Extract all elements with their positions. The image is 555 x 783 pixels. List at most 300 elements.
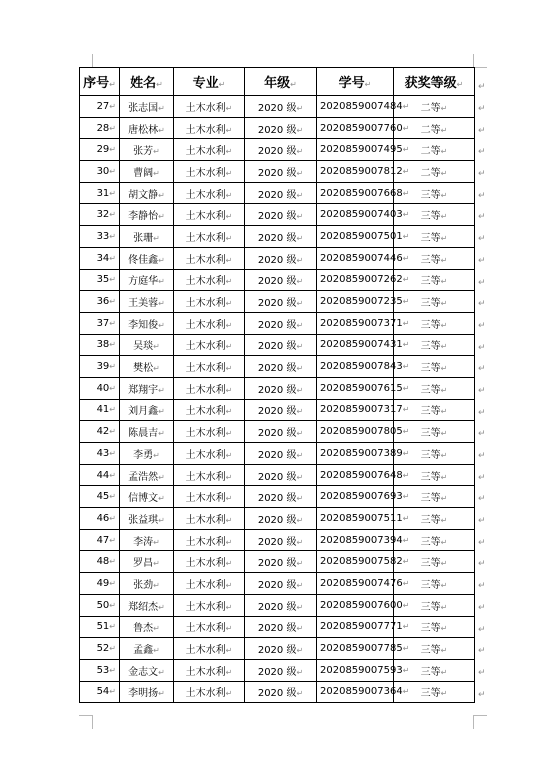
student-id-cell: [317, 681, 410, 703]
row-end-mark: ↵: [478, 234, 486, 244]
cell-end-mark: ↵: [225, 559, 233, 569]
cell-end-mark: ↵: [402, 210, 410, 220]
row-index-cell-text: 49: [96, 577, 110, 589]
table-row: [80, 616, 475, 638]
row-index-cell-text: 46: [96, 512, 110, 524]
student-id-cell-text: 2020859007511: [320, 512, 403, 524]
award-level-cell-text: 三等: [420, 406, 441, 418]
cell-end-mark: ↵: [109, 513, 116, 523]
grade-cell-text: 2020 级: [257, 298, 297, 310]
award-level-cell-text: 三等: [420, 536, 441, 548]
table-row: [80, 247, 475, 269]
major-cell: [174, 139, 245, 161]
grade-cell: [245, 182, 317, 204]
major-cell-text: 土木水利: [185, 211, 226, 223]
row-index-cell-text: 33: [96, 230, 110, 242]
row-end-mark: ↵: [478, 646, 486, 656]
row-end-mark: ↵: [478, 191, 486, 201]
award-level-cell-text: 二等: [420, 167, 441, 179]
cell-end-mark: ↵: [109, 427, 116, 437]
row-index-cell-text: 36: [96, 296, 110, 308]
cell-end-mark: ↵: [153, 537, 160, 547]
grade-cell: [245, 638, 317, 660]
name-cell-text: 郑绍杰: [128, 601, 159, 613]
grade-cell: [245, 117, 317, 139]
header-cell: 年级↵: [245, 68, 317, 96]
row-index-cell-text: 30: [96, 165, 110, 177]
cell-end-mark: ↵: [402, 231, 410, 241]
cell-end-mark: ↵: [402, 665, 410, 675]
cell-end-mark: ↵: [296, 255, 304, 265]
student-id-cell: [317, 594, 410, 616]
grade-cell-text: 2020 级: [257, 666, 297, 678]
student-id-cell: [317, 161, 410, 183]
row-index-cell: [80, 508, 120, 530]
table-header-row: [80, 68, 475, 96]
cell-end-mark: ↵: [296, 667, 304, 677]
row-index-cell: [80, 421, 120, 443]
cell-end-mark: ↵: [402, 145, 410, 155]
header-cell: 专业↵: [174, 68, 245, 96]
grade-cell: [245, 616, 317, 638]
award-level-cell-text: 三等: [420, 449, 441, 461]
cell-end-mark: ↵: [402, 318, 410, 328]
student-id-cell: [317, 551, 410, 573]
cell-end-mark: ↵: [440, 646, 448, 656]
name-cell-text: 张志国: [128, 102, 159, 114]
row-index-cell: [80, 247, 120, 269]
major-cell-text: 土木水利: [185, 124, 226, 136]
cell-end-mark: ↵: [225, 103, 233, 113]
student-id-cell: [317, 204, 410, 226]
cell-end-mark: ↵: [225, 646, 233, 656]
award-level-cell-text: 三等: [420, 428, 441, 440]
cell-end-mark: ↵: [158, 277, 165, 287]
cell-end-mark: ↵: [440, 624, 448, 634]
cell-end-mark: ↵: [109, 297, 116, 307]
award-level-cell-text: 三等: [420, 471, 441, 483]
major-cell-text: 土木水利: [185, 645, 226, 657]
row-index-cell-text: 53: [96, 664, 110, 676]
table-row: [80, 312, 475, 334]
cell-end-mark: ↵: [225, 537, 233, 547]
name-cell-text: 金志文: [128, 666, 159, 678]
cell-end-mark: ↵: [225, 667, 233, 677]
award-level-cell-text: 三等: [420, 558, 441, 570]
student-id-cell-text: 2020859007389: [320, 447, 403, 459]
grade-cell-text: 2020 级: [257, 211, 297, 223]
row-index-cell: [80, 117, 120, 139]
student-id-cell-text: 2020859007615: [320, 382, 403, 394]
award-level-cell-text: 二等: [420, 146, 441, 158]
name-cell: [120, 312, 174, 334]
cell-end-mark: ↵: [402, 470, 410, 480]
cell-end-mark: ↵: [440, 450, 448, 460]
row-index-cell-text: 54: [96, 686, 110, 698]
row-index-cell: [80, 616, 120, 638]
award-table: [79, 67, 475, 703]
cell-end-mark: ↵: [225, 277, 233, 287]
award-level-cell-text: 三等: [420, 211, 441, 223]
row-end-mark: ↵: [478, 386, 486, 396]
cell-end-mark: ↵: [109, 318, 116, 328]
row-index-cell-text: 40: [96, 382, 110, 394]
cell-end-mark: ↵: [225, 580, 233, 590]
major-cell: [174, 594, 245, 616]
major-cell: [174, 312, 245, 334]
grade-cell: [245, 312, 317, 334]
cell-end-mark: ↵: [402, 340, 410, 350]
name-cell: [120, 334, 174, 356]
cell-end-mark: ↵: [225, 515, 233, 525]
grade-cell-text: 2020 级: [257, 384, 297, 396]
name-cell: [120, 594, 174, 616]
name-cell: [120, 529, 174, 551]
cell-end-mark: ↵: [153, 364, 160, 374]
table-row: [80, 182, 475, 204]
name-cell-text: 罗昌: [133, 558, 154, 570]
row-index-cell-text: 45: [96, 491, 110, 503]
grade-cell: [245, 269, 317, 291]
cell-end-mark: ↵: [296, 320, 304, 330]
grade-cell-text: 2020 级: [257, 471, 297, 483]
grade-cell-text: 2020 级: [257, 146, 297, 158]
cell-end-mark: ↵: [296, 103, 304, 113]
major-cell: [174, 377, 245, 399]
student-id-cell: [317, 377, 410, 399]
major-cell: [174, 659, 245, 681]
name-cell-text: 信博文: [128, 493, 159, 505]
major-cell-text: 土木水利: [185, 384, 226, 396]
cell-end-mark: ↵: [296, 277, 304, 287]
row-index-cell: [80, 291, 120, 313]
cell-end-mark: ↵: [158, 299, 165, 309]
row-index-cell-text: 38: [96, 339, 110, 351]
cell-end-mark: ↵: [109, 665, 116, 675]
cell-end-mark: ↵: [225, 212, 233, 222]
name-cell: [120, 117, 174, 139]
cell-end-mark: ↵: [109, 188, 116, 198]
grade-cell-text: 2020 级: [257, 341, 297, 353]
cell-end-mark: ↵: [109, 123, 116, 133]
cell-end-mark: ↵: [402, 427, 410, 437]
name-cell-text: 孟浩然: [128, 471, 159, 483]
cell-end-mark: ↵: [225, 364, 233, 374]
name-cell-text: 李勇: [133, 449, 154, 461]
cell-end-mark: ↵: [158, 515, 165, 525]
cell-end-mark: ↵: [402, 253, 410, 263]
row-index-cell: [80, 377, 120, 399]
grade-cell: [245, 291, 317, 313]
major-cell-text: 土木水利: [185, 449, 226, 461]
grade-cell: [245, 551, 317, 573]
student-id-cell: [317, 226, 410, 248]
cell-end-mark: ↵: [440, 537, 448, 547]
grade-cell-text: 2020 级: [257, 319, 297, 331]
cell-end-mark: ↵: [153, 168, 160, 178]
cell-end-mark: ↵: [440, 168, 448, 178]
table-row: [80, 594, 475, 616]
cell-end-mark: ↵: [225, 342, 233, 352]
table-row: [80, 96, 475, 118]
student-id-cell-text: 2020859007431: [320, 339, 403, 351]
award-level-cell-text: 三等: [420, 645, 441, 657]
award-level-cell-text: 三等: [420, 298, 441, 310]
cell-end-mark: ↵: [296, 429, 304, 439]
award-level-cell-text: 三等: [420, 341, 441, 353]
student-id-cell: [317, 508, 410, 530]
cell-end-mark: ↵: [158, 320, 165, 330]
table-row: [80, 638, 475, 660]
cell-end-mark: ↵: [153, 450, 160, 460]
student-id-cell-text: 2020859007805: [320, 426, 403, 438]
row-index-cell: [80, 551, 120, 573]
cell-end-mark: ↵: [225, 450, 233, 460]
major-cell-text: 土木水利: [185, 428, 226, 440]
row-end-mark: ↵: [478, 625, 486, 635]
row-index-cell-text: 28: [96, 122, 110, 134]
cell-end-mark: ↵: [158, 190, 165, 200]
award-level-cell-text: 三等: [420, 189, 441, 201]
name-cell-text: 郑翔宇: [128, 384, 159, 396]
row-index-cell-text: 31: [96, 187, 110, 199]
grade-cell: [245, 486, 317, 508]
grade-cell: [245, 226, 317, 248]
name-cell-text: 曹阔: [133, 167, 154, 179]
major-cell: [174, 508, 245, 530]
row-index-cell-text: 42: [96, 426, 110, 438]
cell-end-mark: ↵: [225, 255, 233, 265]
cell-end-mark: ↵: [225, 624, 233, 634]
cell-end-mark: ↵: [440, 190, 448, 200]
grade-cell-text: 2020 级: [257, 645, 297, 657]
row-index-cell-text: 35: [96, 274, 110, 286]
award-level-cell-text: 三等: [420, 276, 441, 288]
cell-end-mark: ↵: [440, 580, 448, 590]
name-cell: [120, 161, 174, 183]
row-end-mark: ↵: [478, 494, 486, 504]
student-id-cell: [317, 464, 410, 486]
name-cell-text: 樊松: [133, 363, 154, 375]
cell-end-mark: ↵: [296, 689, 304, 699]
grade-cell-text: 2020 级: [257, 514, 297, 526]
cell-end-mark: ↵: [440, 602, 448, 612]
major-cell: [174, 226, 245, 248]
grade-cell-text: 2020 级: [257, 254, 297, 266]
cell-end-mark: ↵: [296, 450, 304, 460]
name-cell-text: 胡文静: [128, 189, 159, 201]
major-cell-text: 土木水利: [185, 536, 226, 548]
cell-end-mark: ↵: [225, 125, 233, 135]
name-cell: [120, 421, 174, 443]
grade-cell-text: 2020 级: [257, 601, 297, 613]
grade-cell: [245, 356, 317, 378]
row-index-cell-text: 37: [96, 317, 110, 329]
student-id-cell: [317, 312, 410, 334]
major-cell-text: 土木水利: [185, 579, 226, 591]
row-end-mark: ↵: [478, 126, 486, 136]
major-cell: [174, 117, 245, 139]
major-cell: [174, 638, 245, 660]
cell-end-mark: ↵: [153, 147, 160, 157]
award-level-cell-text: 三等: [420, 319, 441, 331]
cell-end-mark: ↵: [225, 147, 233, 157]
row-index-cell-text: 52: [96, 643, 110, 655]
cell-end-mark: ↵: [402, 557, 410, 567]
name-cell-text: 陈晨吉: [128, 428, 159, 440]
grade-cell-text: 2020 级: [257, 536, 297, 548]
row-end-mark: ↵: [478, 473, 486, 483]
cell-end-mark: ↵: [158, 667, 165, 677]
cell-end-mark: ↵: [109, 101, 116, 111]
cell-end-mark: ↵: [402, 448, 410, 458]
grade-cell: [245, 421, 317, 443]
major-cell-text: 土木水利: [185, 146, 226, 158]
major-cell-text: 土木水利: [185, 319, 226, 331]
row-end-mark: ↵: [478, 104, 486, 114]
grade-cell: [245, 659, 317, 681]
cell-end-mark: ↵: [402, 123, 410, 133]
major-cell-text: 土木水利: [185, 254, 226, 266]
cell-end-mark: ↵: [153, 233, 160, 243]
grade-cell: [245, 399, 317, 421]
cell-end-mark: ↵: [109, 622, 116, 632]
student-id-cell: [317, 182, 410, 204]
cell-end-mark: ↵: [225, 407, 233, 417]
name-cell-text: 张劲: [133, 579, 154, 591]
cell-end-mark: ↵: [225, 168, 233, 178]
major-cell: [174, 96, 245, 118]
name-cell: [120, 508, 174, 530]
grade-cell: [245, 594, 317, 616]
cell-end-mark: ↵: [402, 687, 410, 697]
cell-end-mark: ↵: [440, 103, 448, 113]
table-row: [80, 551, 475, 573]
row-index-cell: [80, 681, 120, 703]
name-cell-text: 孟鑫: [133, 645, 154, 657]
table-row: [80, 334, 475, 356]
cell-end-mark: ↵: [158, 602, 165, 612]
table-row: [80, 226, 475, 248]
row-index-cell: [80, 638, 120, 660]
table-row: [80, 161, 475, 183]
row-index-cell: [80, 356, 120, 378]
name-cell-text: 李知俊: [128, 319, 159, 331]
row-index-cell: [80, 312, 120, 334]
student-id-cell-text: 2020859007476: [320, 577, 403, 589]
grade-cell-text: 2020 级: [257, 688, 297, 700]
major-cell: [174, 529, 245, 551]
cell-end-mark: ↵: [296, 147, 304, 157]
cell-end-mark: ↵: [402, 297, 410, 307]
row-index-cell: [80, 573, 120, 595]
student-id-cell-text: 2020859007364: [320, 686, 403, 698]
cell-end-mark: ↵: [402, 166, 410, 176]
grade-cell: [245, 204, 317, 226]
student-id-cell: [317, 117, 410, 139]
name-cell: [120, 96, 174, 118]
award-level-cell-text: 三等: [420, 232, 441, 244]
major-cell-text: 土木水利: [185, 167, 226, 179]
grade-cell-text: 2020 级: [257, 102, 297, 114]
row-index-cell-text: 29: [96, 144, 110, 156]
name-cell: [120, 681, 174, 703]
student-id-cell-text: 2020859007693: [320, 491, 403, 503]
row-end-mark: ↵: [478, 147, 486, 157]
student-id-cell: [317, 573, 410, 595]
major-cell: [174, 616, 245, 638]
cell-end-mark: ↵: [109, 253, 116, 263]
major-cell: [174, 421, 245, 443]
name-cell: [120, 377, 174, 399]
row-end-mark: ↵: [478, 603, 486, 613]
grade-cell: [245, 508, 317, 530]
cell-end-mark: ↵: [440, 472, 448, 482]
award-level-cell-text: 三等: [420, 254, 441, 266]
cell-end-mark: ↵: [109, 448, 116, 458]
major-cell-text: 土木水利: [185, 406, 226, 418]
row-index-cell: [80, 139, 120, 161]
cell-end-mark: ↵: [109, 578, 116, 588]
award-level-cell-text: 三等: [420, 579, 441, 591]
cell-end-mark: ↵: [158, 255, 165, 265]
student-id-cell-text: 2020859007593: [320, 664, 403, 676]
table-row: [80, 529, 475, 551]
cell-end-mark: ↵: [402, 578, 410, 588]
cell-end-mark: ↵: [440, 559, 448, 569]
cell-end-mark: ↵: [296, 407, 304, 417]
name-cell: [120, 182, 174, 204]
row-end-mark: ↵: [478, 343, 486, 353]
grade-cell: [245, 573, 317, 595]
table-row: [80, 486, 475, 508]
name-cell-text: 李涛: [133, 536, 154, 548]
award-level-cell-text: 三等: [420, 623, 441, 635]
cell-end-mark: ↵: [225, 602, 233, 612]
student-id-cell-text: 2020859007262: [320, 274, 403, 286]
grade-cell: [245, 247, 317, 269]
grade-cell: [245, 443, 317, 465]
grade-cell: [245, 464, 317, 486]
name-cell: [120, 443, 174, 465]
row-end-mark: ↵: [478, 278, 486, 288]
row-index-cell: [80, 443, 120, 465]
cell-end-mark: ↵: [296, 212, 304, 222]
cell-end-mark: ↵: [402, 188, 410, 198]
major-cell-text: 土木水利: [185, 514, 226, 526]
row-index-cell-text: 41: [96, 404, 110, 416]
student-id-cell-text: 2020859007600: [320, 599, 403, 611]
row-index-cell: [80, 594, 120, 616]
row-index-cell-text: 51: [96, 621, 110, 633]
table-row: [80, 291, 475, 313]
cell-end-mark: ↵: [402, 513, 410, 523]
student-id-cell: [317, 247, 410, 269]
student-id-cell: [317, 96, 410, 118]
major-cell: [174, 356, 245, 378]
name-cell: [120, 269, 174, 291]
cell-end-mark: ↵: [158, 407, 165, 417]
name-cell: [120, 551, 174, 573]
table-row: [80, 443, 475, 465]
major-cell: [174, 399, 245, 421]
cell-end-mark: ↵: [225, 472, 233, 482]
student-id-cell-text: 2020859007501: [320, 230, 403, 242]
row-index-cell-text: 27: [96, 100, 110, 112]
major-cell-text: 土木水利: [185, 298, 226, 310]
table-row: [80, 421, 475, 443]
row-end-mark: ↵: [478, 408, 486, 418]
